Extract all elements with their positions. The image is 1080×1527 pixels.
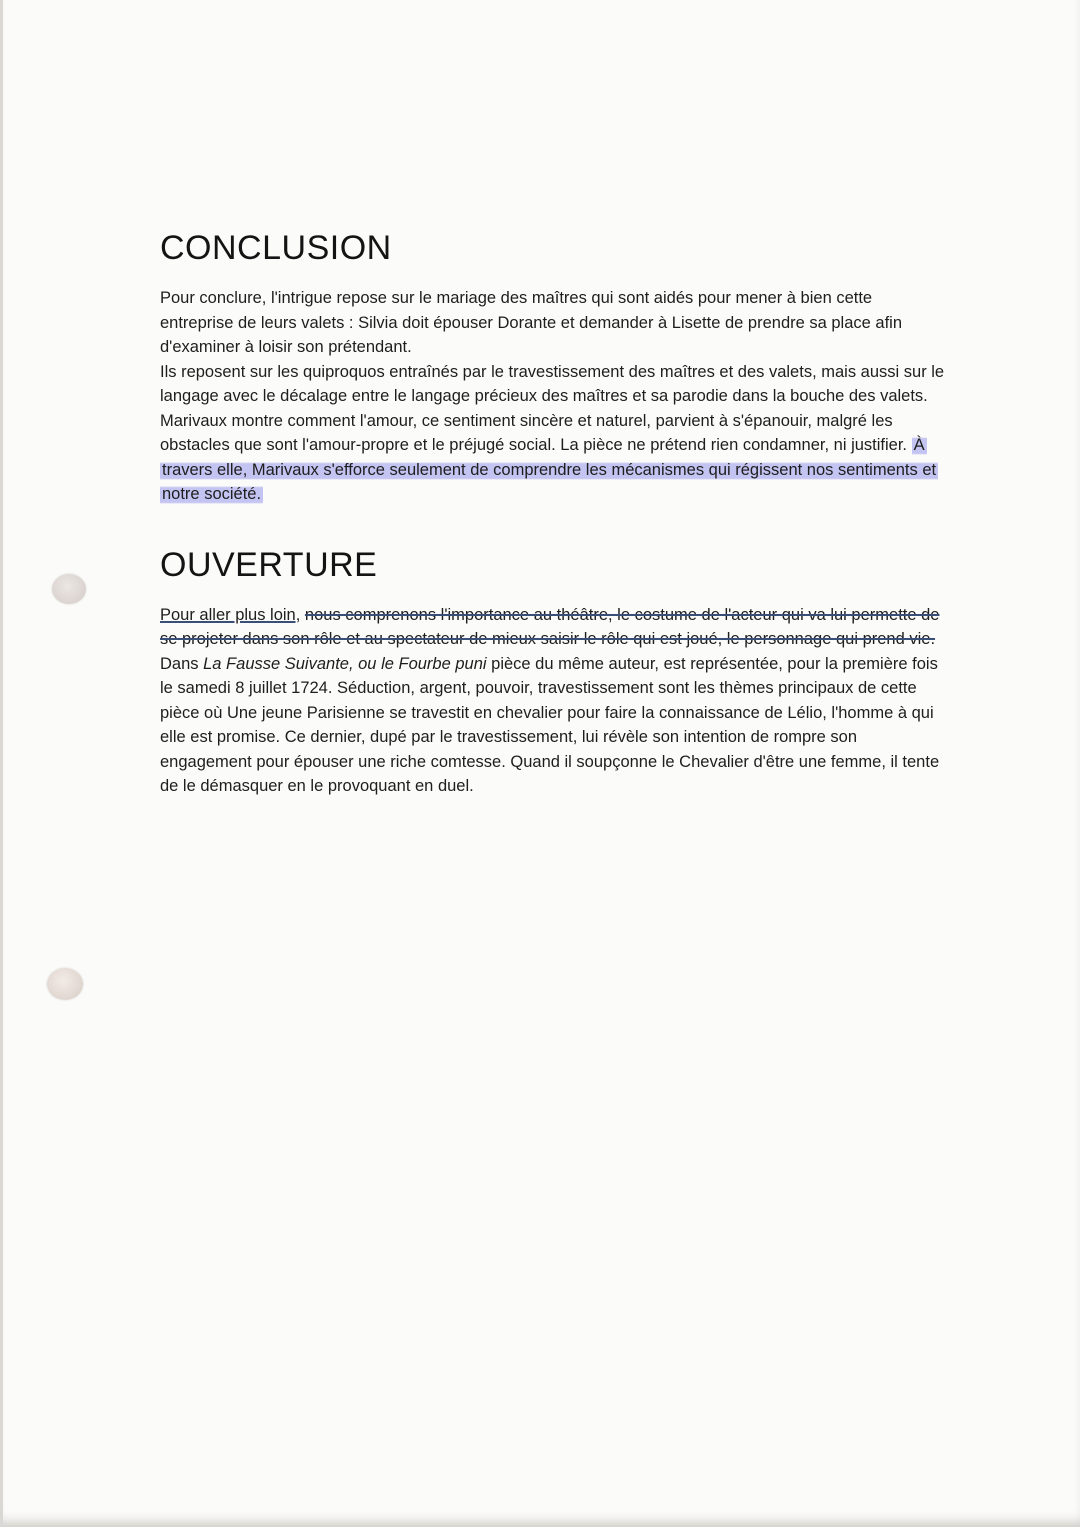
highlighted-text: À travers elle, Marivaux s'efforce seulement de comprendre les mécanismes qui régissent nos sentiments et notre société. [162, 436, 937, 503]
ouverture-text-before-title: Dans [160, 654, 199, 673]
conclusion-section [160, 228, 950, 507]
punch-hole-top [52, 574, 86, 604]
play-title: La Fausse Suivante, ou le Fourbe puni [203, 654, 487, 673]
document-content [160, 228, 950, 799]
ouverture-text-after-title: pièce du même auteur, est représentée, pour la première fois le samedi 8 juillet 1724. Séduction, argent, pouvoir, travestissement sont les thèmes principaux de cette pièce où Une jeune Parisienne se travestit en chevalier pour faire la connaissance de Lélio, l'homme à qui elle est promise. Ce dernier, dupé par le travestissement, lui révèle son intention de rompre son engagement pour épouser une riche comtesse. Quand il soupçonne le Chevalier d'être une femme, il tente de le démasquer en le provoquant en duel. [160, 654, 940, 795]
punch-hole-bottom [47, 968, 83, 1000]
conclusion-paragraph-1: Pour conclure, l'intrigue repose sur le mariage des maîtres qui sont aidés pour mener à bien cette entreprise de leurs valets : Silvia doit épouser Dorante et demander à Lisette de prendre sa place afin d'examiner à loisir son prétendant. [160, 289, 903, 356]
conclusion-paragraph-3 [160, 409, 950, 507]
ouverture-section [160, 545, 950, 799]
ouverture-paragraph [160, 603, 950, 799]
conclusion-heading: CONCLUSION [160, 229, 392, 267]
conclusion-paragraph-2: Ils reposent sur les quiproquos entraînés par le travestissement des maîtres et des valets, mais aussi sur le langage avec le décalage entre le langage précieux des maîtres et sa parodie dans la bouche des valets. [160, 362, 945, 405]
ouverture-heading: OUVERTURE [160, 545, 378, 584]
conclusion-paragraph-3-text: Marivaux montre comment l'amour, ce sentiment sincère et naturel, parvient à s'épanouir, malgré les obstacles que sont l'amour-propre et le préjugé social. La pièce ne prétend rien condamner, ni justifier. [160, 411, 908, 454]
underlined-lead: Pour aller plus loin, [160, 605, 301, 624]
struck-through-text: nous comprenons l'importance au théâtre, le costume de l'acteur qui va lui permette de se projeter dans son rôle et au spectateur de mieux saisir le rôle qui est joué, le personnage qui prend vie. [160, 605, 940, 648]
